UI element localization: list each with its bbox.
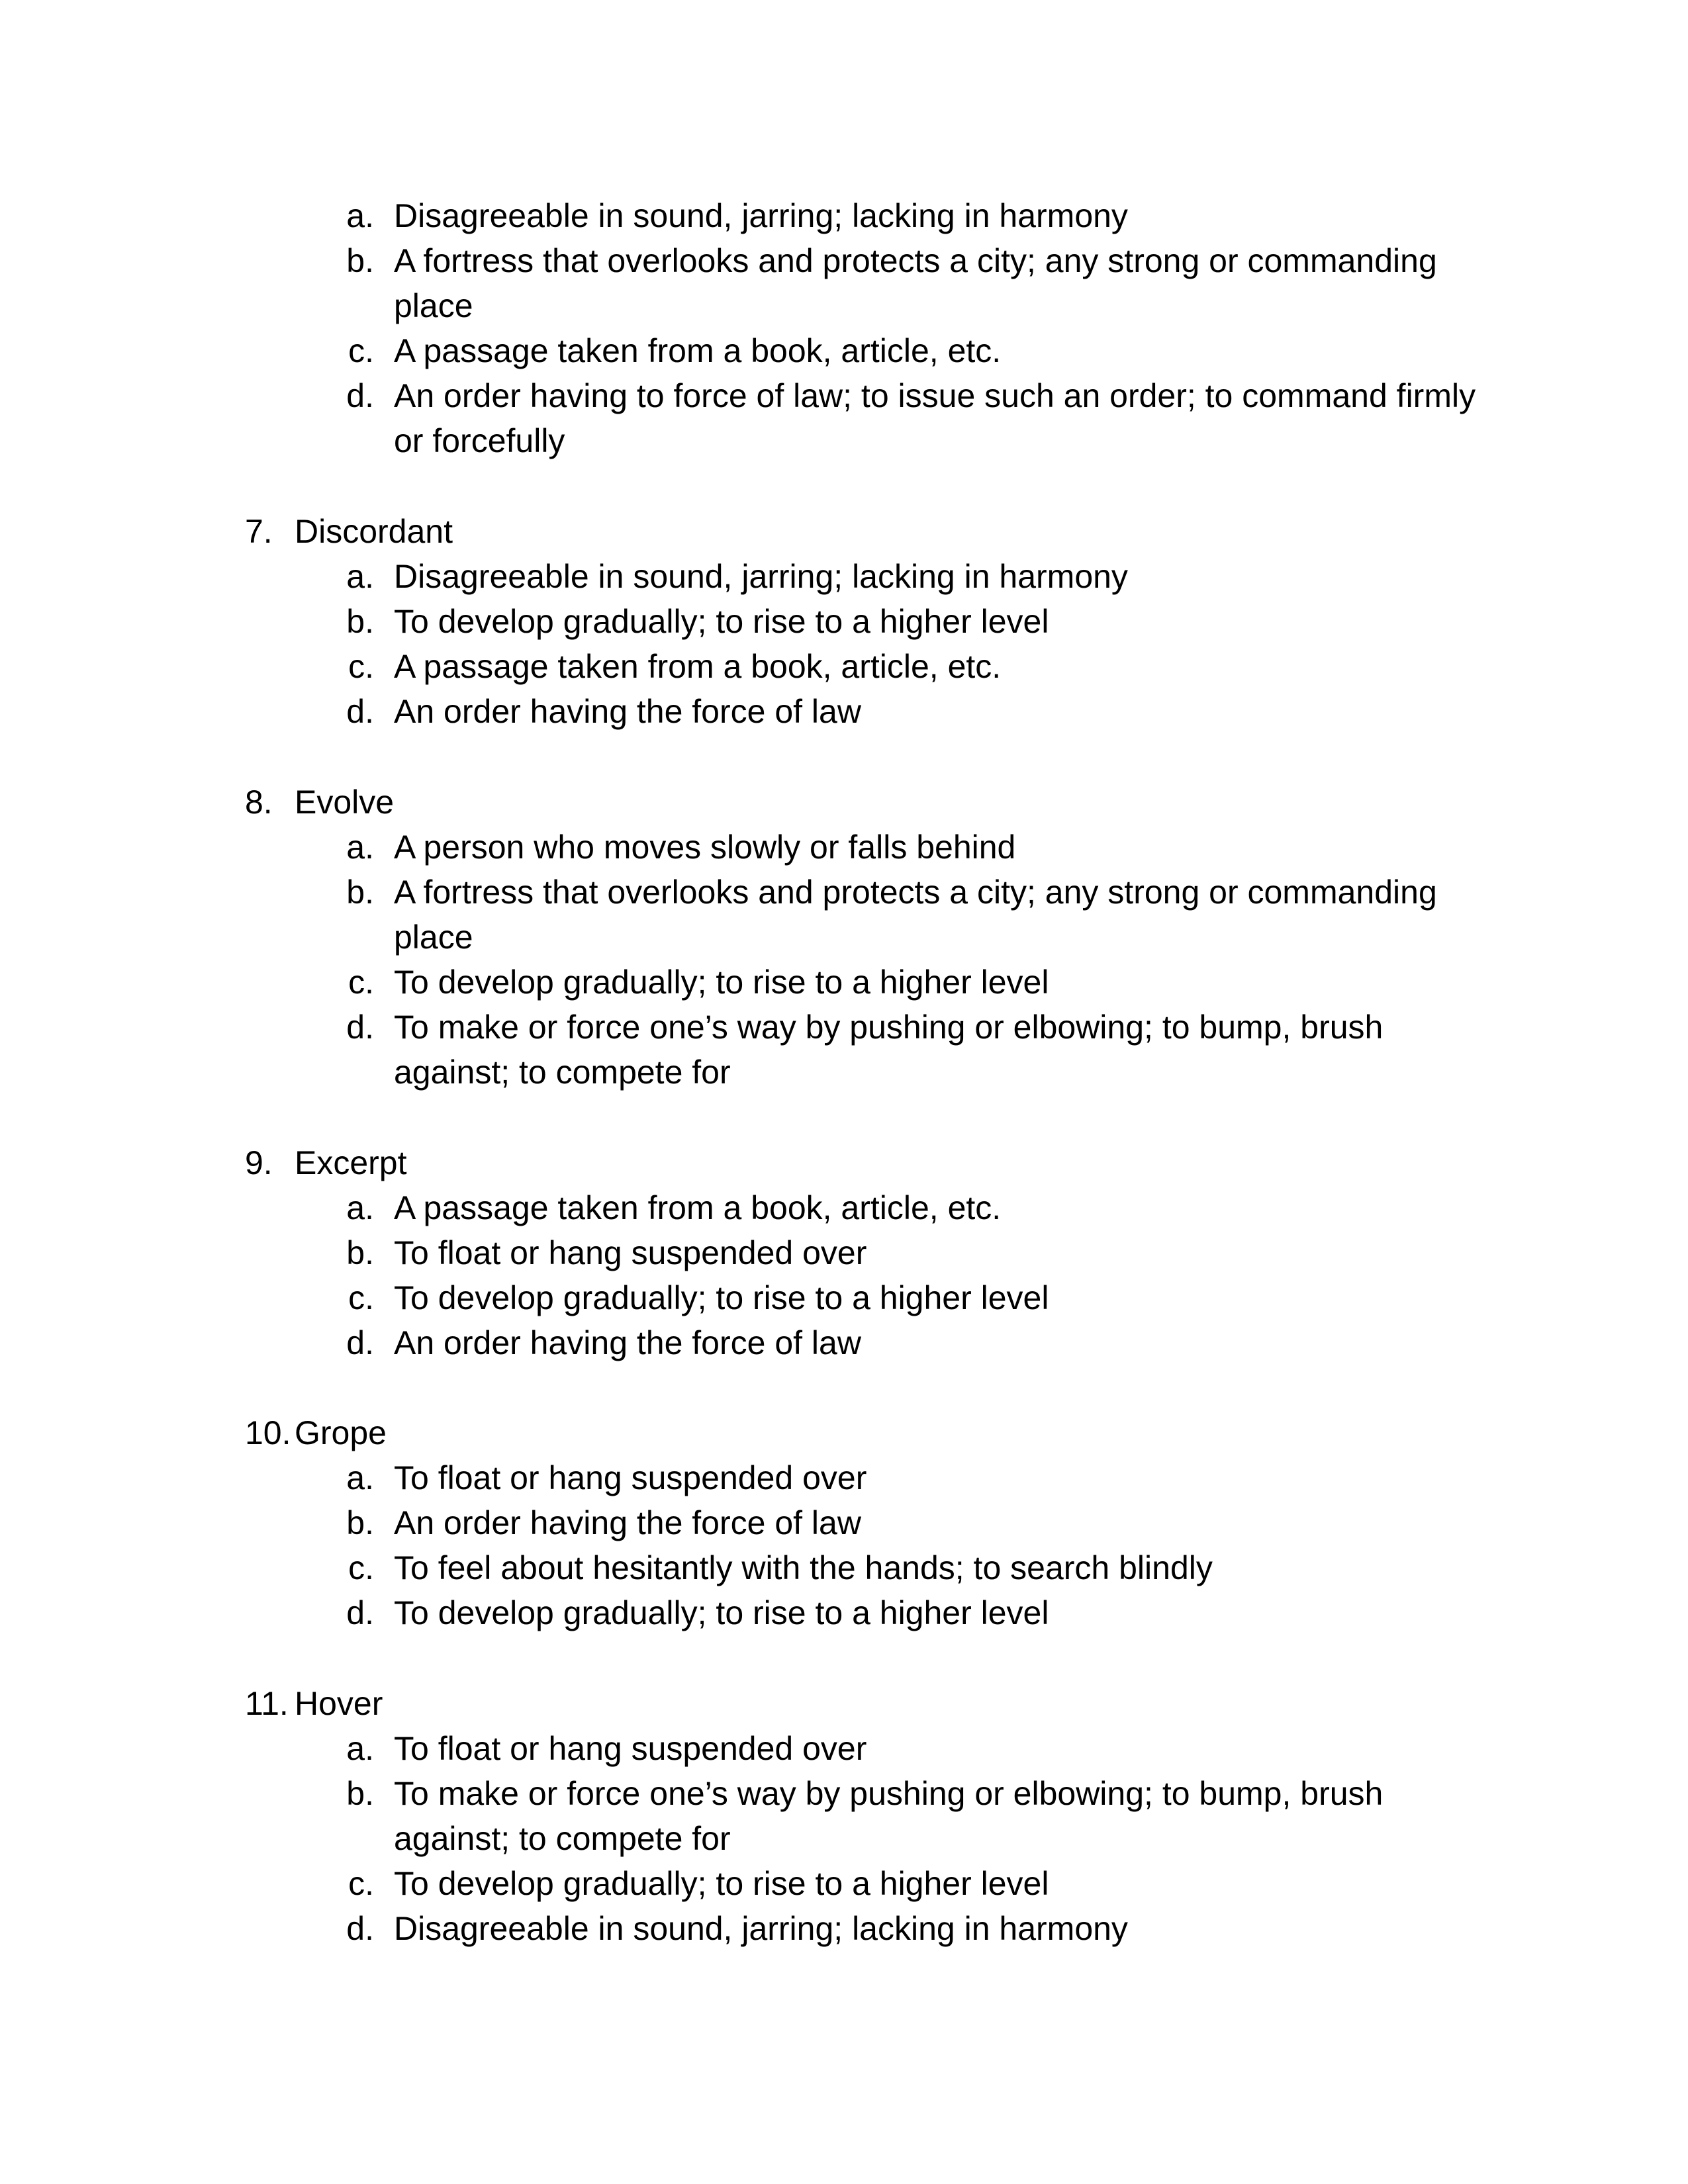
option-text: To feel about hesitantly with the hands; to search blindly (394, 1549, 1213, 1586)
option-label: b. (346, 242, 374, 279)
option-label: c. (348, 1865, 374, 1902)
question-word: Grope (295, 1414, 387, 1451)
option-label: a. (346, 1730, 374, 1767)
question-word: Evolve (295, 784, 395, 821)
option-text: An order having the force of law (394, 693, 861, 730)
option-text: A fortress that overlooks and protects a city; any strong or commanding (394, 874, 1437, 911)
option-label: d. (346, 1594, 374, 1631)
option-text: To develop gradually; to rise to a higher level (394, 1594, 1049, 1631)
question-number: 8. (245, 784, 273, 821)
option-text: A fortress that overlooks and protects a city; any strong or commanding (394, 242, 1437, 279)
option-text: A passage taken from a book, article, etc. (394, 332, 1002, 369)
option-label: b. (346, 603, 374, 640)
option-label: c. (348, 964, 374, 1001)
question-word: Hover (295, 1685, 383, 1722)
option-label: a. (346, 1459, 374, 1496)
option-label: b. (346, 874, 374, 911)
question-word: Discordant (295, 513, 453, 550)
option-label: c. (348, 648, 374, 685)
option-text: To make or force one’s way by pushing or elbowing; to bump, brush (394, 1775, 1383, 1812)
option-text: To develop gradually; to rise to a higher level (394, 1865, 1049, 1902)
option-text: An order having the force of law (394, 1504, 861, 1541)
option-text: Disagreeable in sound, jarring; lacking in harmony (394, 558, 1128, 595)
option-label: d. (346, 693, 374, 730)
option-label: d. (346, 1009, 374, 1046)
option-label: d. (346, 1910, 374, 1947)
option-label: a. (346, 829, 374, 866)
option-text: A person who moves slowly or falls behind (394, 829, 1016, 866)
option-label: c. (348, 1279, 374, 1316)
option-text-continued: place (394, 287, 473, 324)
option-label: b. (346, 1234, 374, 1271)
option-text: Disagreeable in sound, jarring; lacking in harmony (394, 1910, 1128, 1947)
option-text-continued: against; to compete for (394, 1820, 731, 1857)
option-label: d. (346, 377, 374, 414)
option-text: An order having the force of law (394, 1324, 861, 1361)
option-text-continued: or forcefully (394, 422, 565, 459)
question-word: Excerpt (295, 1144, 407, 1181)
question-number: 10. (245, 1414, 291, 1451)
option-text: A passage taken from a book, article, etc. (394, 1189, 1002, 1226)
option-label: b. (346, 1775, 374, 1812)
option-label: a. (346, 1189, 374, 1226)
option-label: a. (346, 558, 374, 595)
option-text: To develop gradually; to rise to a higher level (394, 1279, 1049, 1316)
option-text: To float or hang suspended over (394, 1234, 867, 1271)
option-label: a. (346, 197, 374, 234)
question-number: 11. (245, 1685, 289, 1722)
option-text: Disagreeable in sound, jarring; lacking in harmony (394, 197, 1128, 234)
question-number: 9. (245, 1144, 273, 1181)
option-label: c. (348, 332, 374, 369)
option-text-continued: place (394, 919, 473, 956)
option-label: c. (348, 1549, 374, 1586)
question-number: 7. (245, 513, 273, 550)
option-text: A passage taken from a book, article, etc. (394, 648, 1002, 685)
option-text: To float or hang suspended over (394, 1730, 867, 1767)
option-text: To make or force one’s way by pushing or elbowing; to bump, brush (394, 1009, 1383, 1046)
option-text: To develop gradually; to rise to a higher level (394, 964, 1049, 1001)
option-text: To develop gradually; to rise to a higher level (394, 603, 1049, 640)
option-text: To float or hang suspended over (394, 1459, 867, 1496)
option-text-continued: against; to compete for (394, 1054, 731, 1091)
option-label: d. (346, 1324, 374, 1361)
option-label: b. (346, 1504, 374, 1541)
option-text: An order having to force of law; to issue such an order; to command firmly (394, 377, 1476, 414)
